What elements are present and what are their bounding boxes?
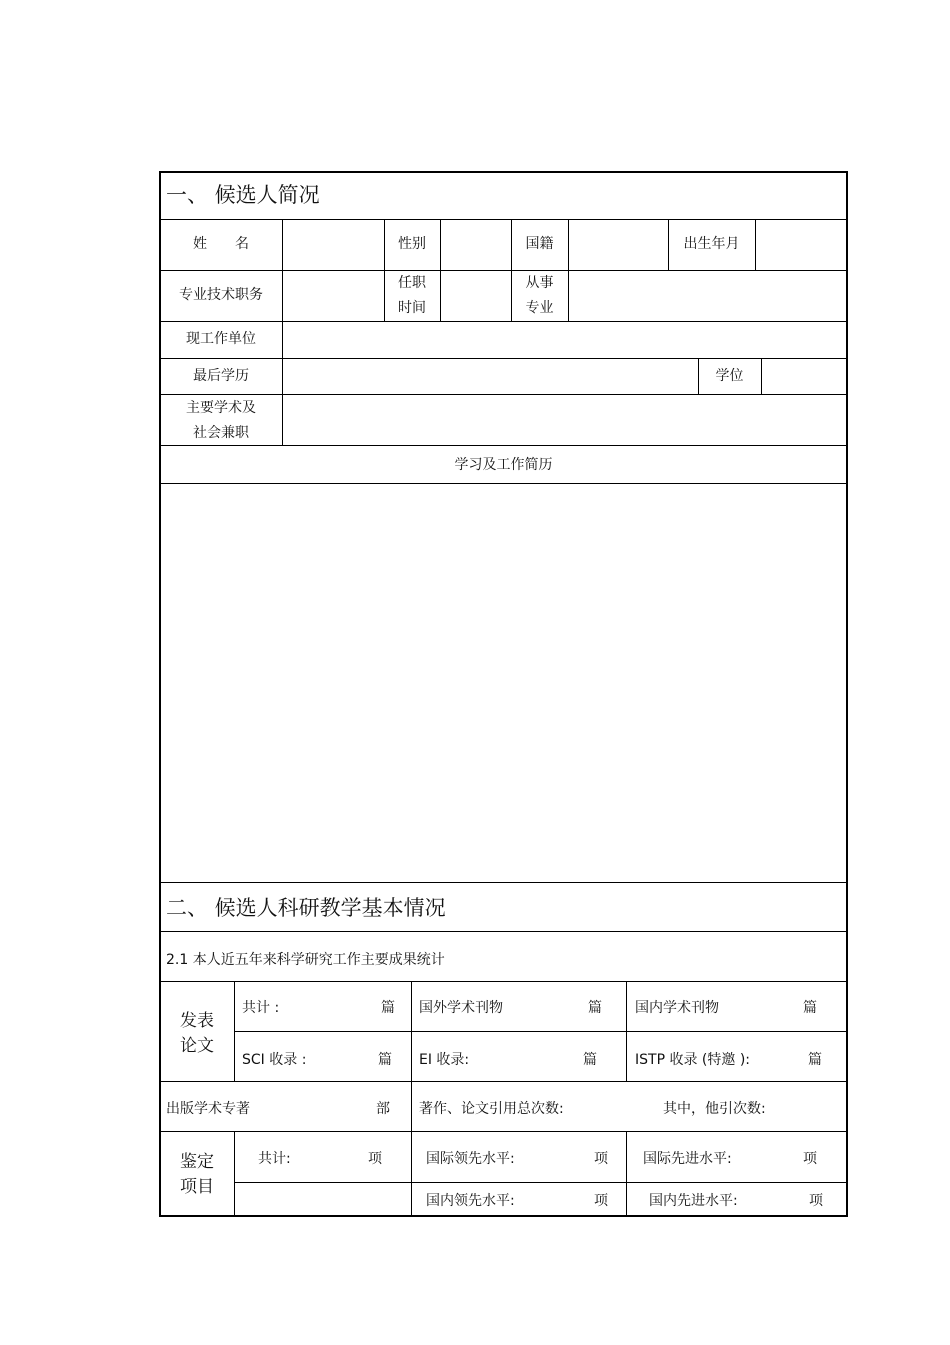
section-1-title: 一、 候选人简况 bbox=[166, 183, 320, 207]
papers-total-unit: 篇 bbox=[381, 1000, 395, 1016]
other-citations-label: 其中，他引次数: bbox=[663, 1101, 766, 1117]
row-divider bbox=[160, 1131, 847, 1132]
citations-label: 著作、论文引用总次数: bbox=[419, 1101, 564, 1117]
intl-leading-unit: 项 bbox=[594, 1151, 608, 1167]
ei-label: EI 收录: bbox=[419, 1052, 470, 1068]
col-divider bbox=[282, 219, 283, 445]
sci-unit: 篇 bbox=[378, 1052, 392, 1068]
row-divider bbox=[160, 394, 847, 395]
major-label bbox=[511, 271, 568, 321]
appraisal-total-label: 共计: bbox=[258, 1151, 291, 1167]
row-divider bbox=[160, 219, 847, 220]
major-label-line1: 从事 bbox=[525, 275, 554, 291]
col-divider bbox=[440, 219, 441, 321]
col-divider bbox=[755, 219, 756, 270]
education-label: 最后学历 bbox=[193, 368, 249, 384]
intl-leading-label: 国际领先水平: bbox=[426, 1151, 515, 1167]
tenure-label-line1: 任职 bbox=[398, 275, 426, 291]
intl-advanced-label: 国际先进水平: bbox=[643, 1151, 732, 1167]
major-label-line2: 专业 bbox=[525, 300, 554, 316]
col-divider bbox=[411, 981, 412, 1081]
resume-label: 学习及工作简历 bbox=[454, 457, 553, 473]
col-divider bbox=[626, 1131, 627, 1216]
appraisal-label bbox=[160, 1150, 234, 1200]
row-divider bbox=[160, 483, 847, 484]
col-divider bbox=[626, 981, 627, 1081]
row-divider bbox=[160, 1081, 847, 1082]
birth-date-label: 出生年月 bbox=[683, 236, 740, 252]
dom-advanced-label: 国内先进水平: bbox=[649, 1193, 738, 1209]
foreign-journal-label: 国外学术刊物 bbox=[419, 1000, 503, 1016]
col-divider bbox=[568, 219, 569, 321]
subsection-2-1-title: 2.1 本人近五年来科学研究工作主要成果统计 bbox=[166, 952, 445, 968]
sci-label: SCI 收录 : bbox=[242, 1052, 307, 1068]
col-divider bbox=[761, 358, 762, 394]
istp-unit: 篇 bbox=[808, 1052, 822, 1068]
ei-unit: 篇 bbox=[583, 1052, 597, 1068]
title-post-label: 专业技术职务 bbox=[179, 287, 263, 303]
academic-label bbox=[160, 396, 282, 446]
monograph-unit: 部 bbox=[376, 1101, 390, 1117]
col-divider bbox=[411, 1081, 412, 1131]
dom-leading-label: 国内领先水平: bbox=[426, 1193, 515, 1209]
istp-label: ISTP 收录 (特邀 ): bbox=[635, 1052, 751, 1068]
dom-advanced-unit: 项 bbox=[809, 1193, 823, 1209]
monograph-label: 出版学术专著 bbox=[166, 1101, 250, 1117]
row-divider bbox=[160, 358, 847, 359]
name-label: 姓 名 bbox=[193, 236, 249, 252]
appraisal-label-line2: 项目 bbox=[180, 1177, 214, 1197]
section-2-title: 二、 候选人科研教学基本情况 bbox=[166, 896, 446, 920]
row-divider bbox=[160, 882, 847, 883]
domestic-journal-label: 国内学术刊物 bbox=[635, 1000, 719, 1016]
tenure-label bbox=[384, 271, 440, 321]
row-divider bbox=[234, 1031, 847, 1032]
dom-leading-unit: 项 bbox=[594, 1193, 608, 1209]
papers-label-line1: 发表 bbox=[180, 1011, 214, 1031]
row-divider bbox=[234, 1182, 847, 1183]
row-divider bbox=[160, 321, 847, 322]
gender-label: 性别 bbox=[398, 236, 426, 252]
papers-label bbox=[160, 1009, 234, 1059]
degree-label: 学位 bbox=[715, 368, 744, 384]
row-divider bbox=[160, 931, 847, 932]
row-divider bbox=[160, 270, 847, 271]
nationality-label: 国籍 bbox=[525, 236, 554, 252]
appraisal-label-line1: 鉴定 bbox=[180, 1152, 214, 1172]
col-divider bbox=[234, 1131, 235, 1216]
row-divider bbox=[160, 981, 847, 982]
col-divider bbox=[234, 981, 235, 1081]
papers-total-label: 共计 : bbox=[242, 1000, 280, 1016]
appraisal-total-unit: 项 bbox=[368, 1151, 382, 1167]
foreign-journal-unit: 篇 bbox=[588, 1000, 602, 1016]
col-divider bbox=[411, 1131, 412, 1216]
academic-label-line1: 主要学术及 bbox=[186, 400, 256, 416]
tenure-label-line2: 时间 bbox=[398, 300, 426, 316]
intl-advanced-unit: 项 bbox=[803, 1151, 817, 1167]
employer-label: 现工作单位 bbox=[186, 331, 256, 347]
academic-label-line2: 社会兼职 bbox=[193, 425, 249, 441]
papers-label-line2: 论文 bbox=[180, 1036, 214, 1056]
domestic-journal-unit: 篇 bbox=[803, 1000, 817, 1016]
